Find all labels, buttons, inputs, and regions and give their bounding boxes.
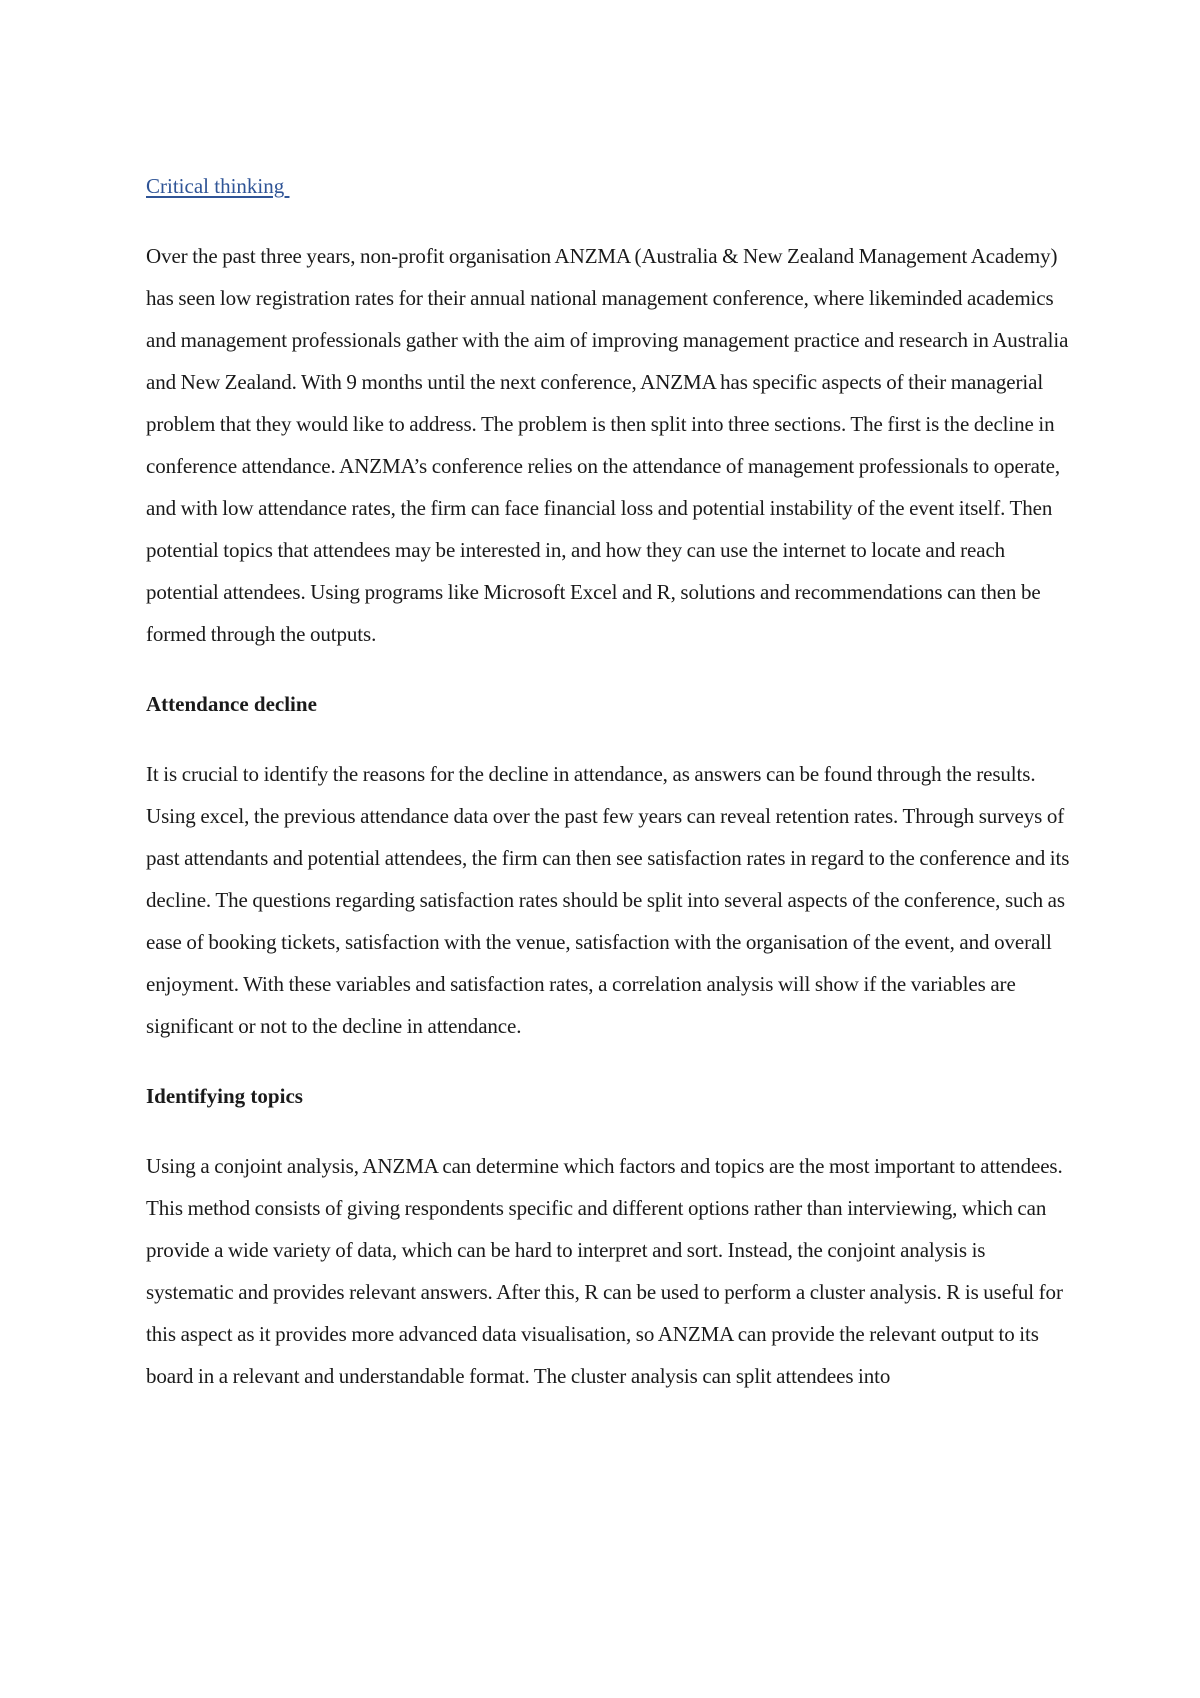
spacer: [146, 725, 1076, 753]
section-heading-attendance-decline: Attendance decline: [146, 692, 317, 716]
spacer: [146, 207, 1076, 235]
document-title-link[interactable]: Critical thinking: [146, 174, 290, 198]
section-paragraph-attendance-decline: It is crucial to identify the reasons for the decline in attendance, as answers can be found through the results. Using excel, the previous attendance data over the past few years can reveal retention rates. Through surveys of past attendants and potential attendees, the firm can then see satisfaction rates in regard to the conference and its decline. The questions regarding satisfaction rates should be split into several aspects of the conference, such as ease of booking tickets, satisfaction with the venue, satisfaction with the organisation of the event, and overall enjoyment. With these variables and satisfaction rates, a correlation analysis will show if the variables are significant or not to the decline in attendance.: [146, 762, 1070, 1038]
document-page: [146, 165, 1076, 1397]
spacer: [146, 655, 1076, 683]
intro-paragraph: Over the past three years, non-profit organisation ANZMA (Australia & New Zealand Management Academy) has seen low registration rates for their annual national management conference, where likeminded academics and management professionals gather with the aim of improving management practice and research in Australia and New Zealand. With 9 months until the next conference, ANZMA has specific aspects of their managerial problem that they would like to address. The problem is then split into three sections. The first is the decline in conference attendance. ANZMA’s conference relies on the attendance of management professionals to operate, and with low attendance rates, the firm can face financial loss and potential instability of the event itself. Then potential topics that attendees may be interested in, and how they can use the internet to locate and reach potential attendees. Using programs like Microsoft Excel and R, solutions and recommendations can then be formed through the outputs.: [146, 244, 1069, 646]
section-heading-identifying-topics: Identifying topics: [146, 1084, 303, 1108]
spacer: [146, 1117, 1076, 1145]
section-paragraph-identifying-topics: Using a conjoint analysis, ANZMA can determine which factors and topics are the most important to attendees. This method consists of giving respondents specific and different options rather than interviewing, which can provide a wide variety of data, which can be hard to interpret and sort. Instead, the conjoint analysis is systematic and provides relevant answers. After this, R can be used to perform a cluster analysis. R is useful for this aspect as it provides more advanced data visualisation, so ANZMA can provide the relevant output to its board in a relevant and understandable format. The cluster analysis can split attendees into: [146, 1154, 1063, 1388]
spacer: [146, 1047, 1076, 1075]
